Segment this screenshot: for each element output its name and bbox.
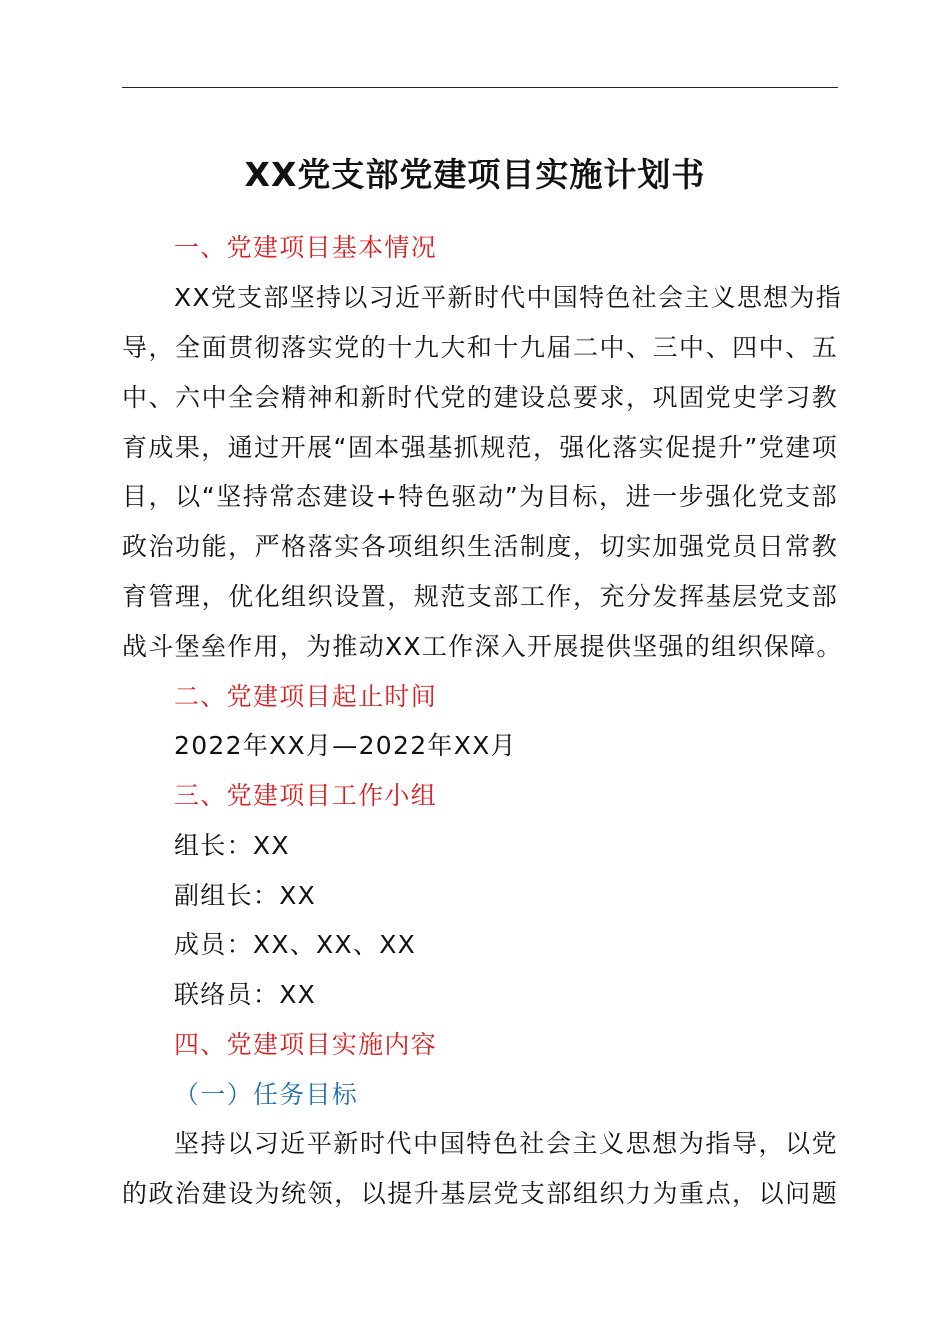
paragraph-line: XX党支部坚持以习近平新时代中国特色社会主义思想为指 <box>174 283 843 312</box>
group-members: 成员：XX、XX、XX <box>174 930 417 959</box>
section-heading-period: 二、党建项目起止时间 <box>174 682 438 711</box>
subsection-heading-task-goal: （一）任务目标 <box>174 1080 359 1109</box>
group-leader: 组长：XX <box>174 831 290 860</box>
section-heading-work-group: 三、党建项目工作小组 <box>174 781 438 810</box>
section-heading-implementation: 四、党建项目实施内容 <box>174 1030 438 1059</box>
paragraph-line: 目，以“坚持常态建设+特色驱动”为目标，进一步强化党支部 <box>122 482 838 511</box>
header-rule <box>122 87 838 88</box>
paragraph-line: 中、六中全会精神和新时代党的建设总要求，巩固党史学习教 <box>122 383 838 412</box>
paragraph-line: 政治功能，严格落实各项组织生活制度，切实加强党员日常教 <box>122 532 838 561</box>
paragraph-line: 战斗堡垒作用，为推动XX工作深入开展提供坚强的组织保障。 <box>122 632 843 661</box>
paragraph-line: 育成果，通过开展“固本强基抓规范，强化落实促提升”党建项 <box>122 433 838 462</box>
paragraph-line: 导，全面贯彻落实党的十九大和十九届二中、三中、四中、五 <box>122 333 838 362</box>
paragraph-line: 育管理，优化组织设置，规范支部工作，充分发挥基层党支部 <box>122 582 838 611</box>
group-liaison: 联络员：XX <box>174 980 317 1009</box>
paragraph-line: 坚持以习近平新时代中国特色社会主义思想为指导，以党 <box>174 1129 838 1158</box>
section-heading-basic-info: 一、党建项目基本情况 <box>174 233 438 262</box>
project-period: 2022年XX月—2022年XX月 <box>174 731 517 760</box>
group-deputy-leader: 副组长：XX <box>174 881 317 910</box>
paragraph-line: 的政治建设为统领，以提升基层党支部组织力为重点，以问题 <box>122 1179 838 1208</box>
document-title: XX党支部党建项目实施计划书 <box>244 155 706 194</box>
